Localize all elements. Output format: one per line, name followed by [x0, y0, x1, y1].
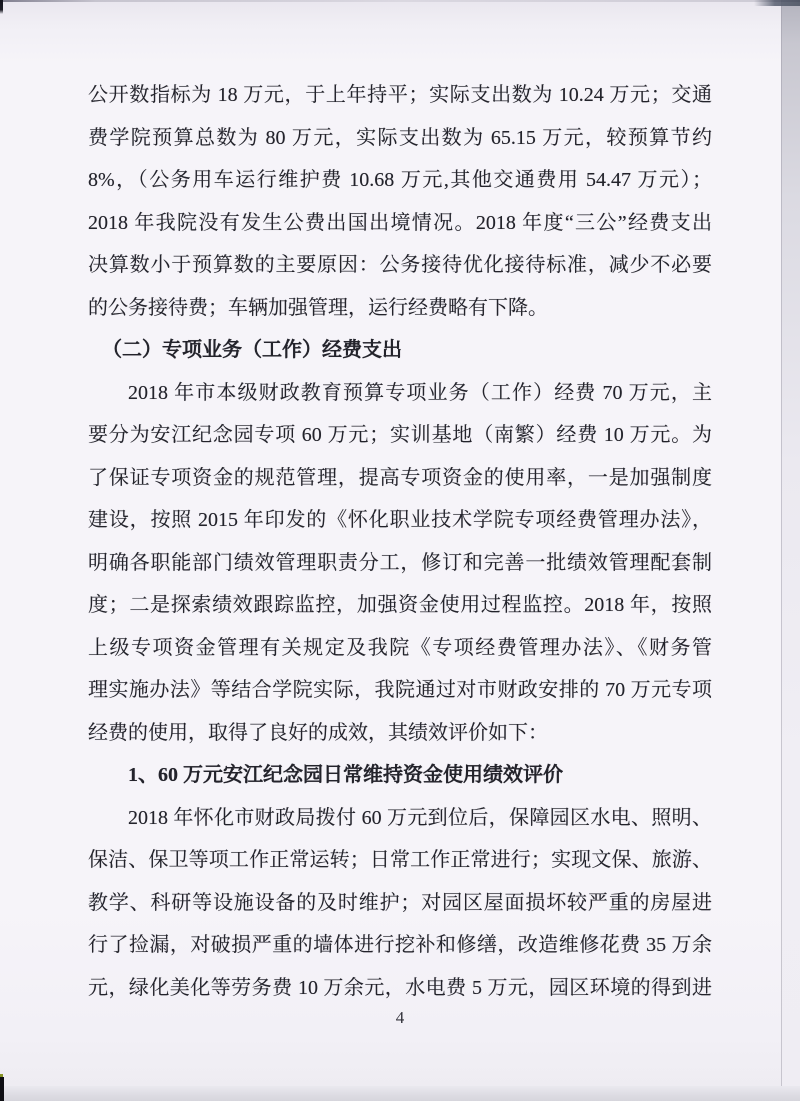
text-line: 元，绿化美化等劳务费 10 万余元，水电费 5 万元，园区环境的得到进: [88, 976, 712, 999]
text-line: 上级专项资金管理有关规定及我院《专项经费管理办法》、《财务管: [88, 636, 712, 659]
text-line: 建设，按照 2015 年印发的《怀化职业技术学院专项经费管理办法》，: [88, 509, 712, 531]
text-line: 经费的使用，取得了良好的成效，其绩效评价如下：: [88, 721, 548, 744]
document-text-column: [88, 74, 712, 1009]
paragraph-special-funds-overview: [88, 372, 712, 755]
scan-mark-top-left: [0, 0, 3, 14]
text-line: 费学院预算总数为 80 万元，实际支出数为 65.15 万元，较预算节约: [88, 126, 712, 149]
text-line: 教学、科研等设施设备的及时维护；对园区屋面损坏较严重的房屋进: [88, 891, 712, 914]
text-line: 了保证专项资金的规范管理，提高专项资金的使用率，一是加强制度: [88, 466, 712, 489]
scan-top-edge-line: [0, 0, 800, 2]
page-number: 4: [395, 1008, 405, 1027]
text-line: 要分为安江纪念园专项 60 万元；实训基地（南繁）经费 10 万元。为: [88, 424, 712, 446]
page-right-edge-shadow: [781, 0, 800, 1101]
text-line: 的公务接待费；车辆加强管理，运行经费略有下降。: [88, 296, 548, 319]
text-line: 8%，（公务用车运行维护费 10.68 万元,其他交通费用 54.47 万元）；: [88, 169, 712, 191]
text-line: 2018 年市本级财政教育预算专项业务（工作）经费 70 万元，主: [128, 381, 712, 404]
section-heading-special-funds: （二）专项业务（工作）经费支出: [102, 339, 402, 361]
text-line: 2018 年我院没有发生公费出国出境情况。2018 年度“三公”经费支出: [88, 211, 712, 234]
text-line: 2018 年怀化市财政局拨付 60 万元到位后，保障园区水电、照明、: [128, 806, 712, 829]
paragraph-anjiang-performance: [88, 797, 712, 1010]
page-bottom-edge-shadow: [0, 1086, 800, 1101]
text-line: 行了捡漏，对破损严重的墙体进行挖补和修缮，改造维修花费 35 万余: [88, 934, 712, 956]
text-line: 理实施办法》等结合学院实际，我院通过对市财政安排的 70 万元专项: [88, 679, 712, 701]
text-line: 公开数指标为 18 万元，于上年持平；实际支出数为 10.24 万元；交通: [88, 84, 712, 106]
text-line: 度；二是探索绩效跟踪监控，加强资金使用过程监控。2018 年，按照: [88, 594, 712, 616]
text-line: 明确各职能部门绩效管理职责分工，修订和完善一批绩效管理配套制: [88, 551, 712, 574]
paragraph-three-public-funds: [88, 74, 712, 329]
text-line: 决算数小于预算数的主要原因：公务接待优化接待标准，减少不必要: [88, 254, 712, 276]
subsection-heading-anjiang-memorial: 1、60 万元安江纪念园日常维持资金使用绩效评价: [128, 764, 563, 786]
scan-mark-bottom-left: [0, 1077, 4, 1101]
text-line: 保洁、保卫等项工作正常运转；日常工作正常进行；实现文保、旅游、: [88, 849, 712, 871]
